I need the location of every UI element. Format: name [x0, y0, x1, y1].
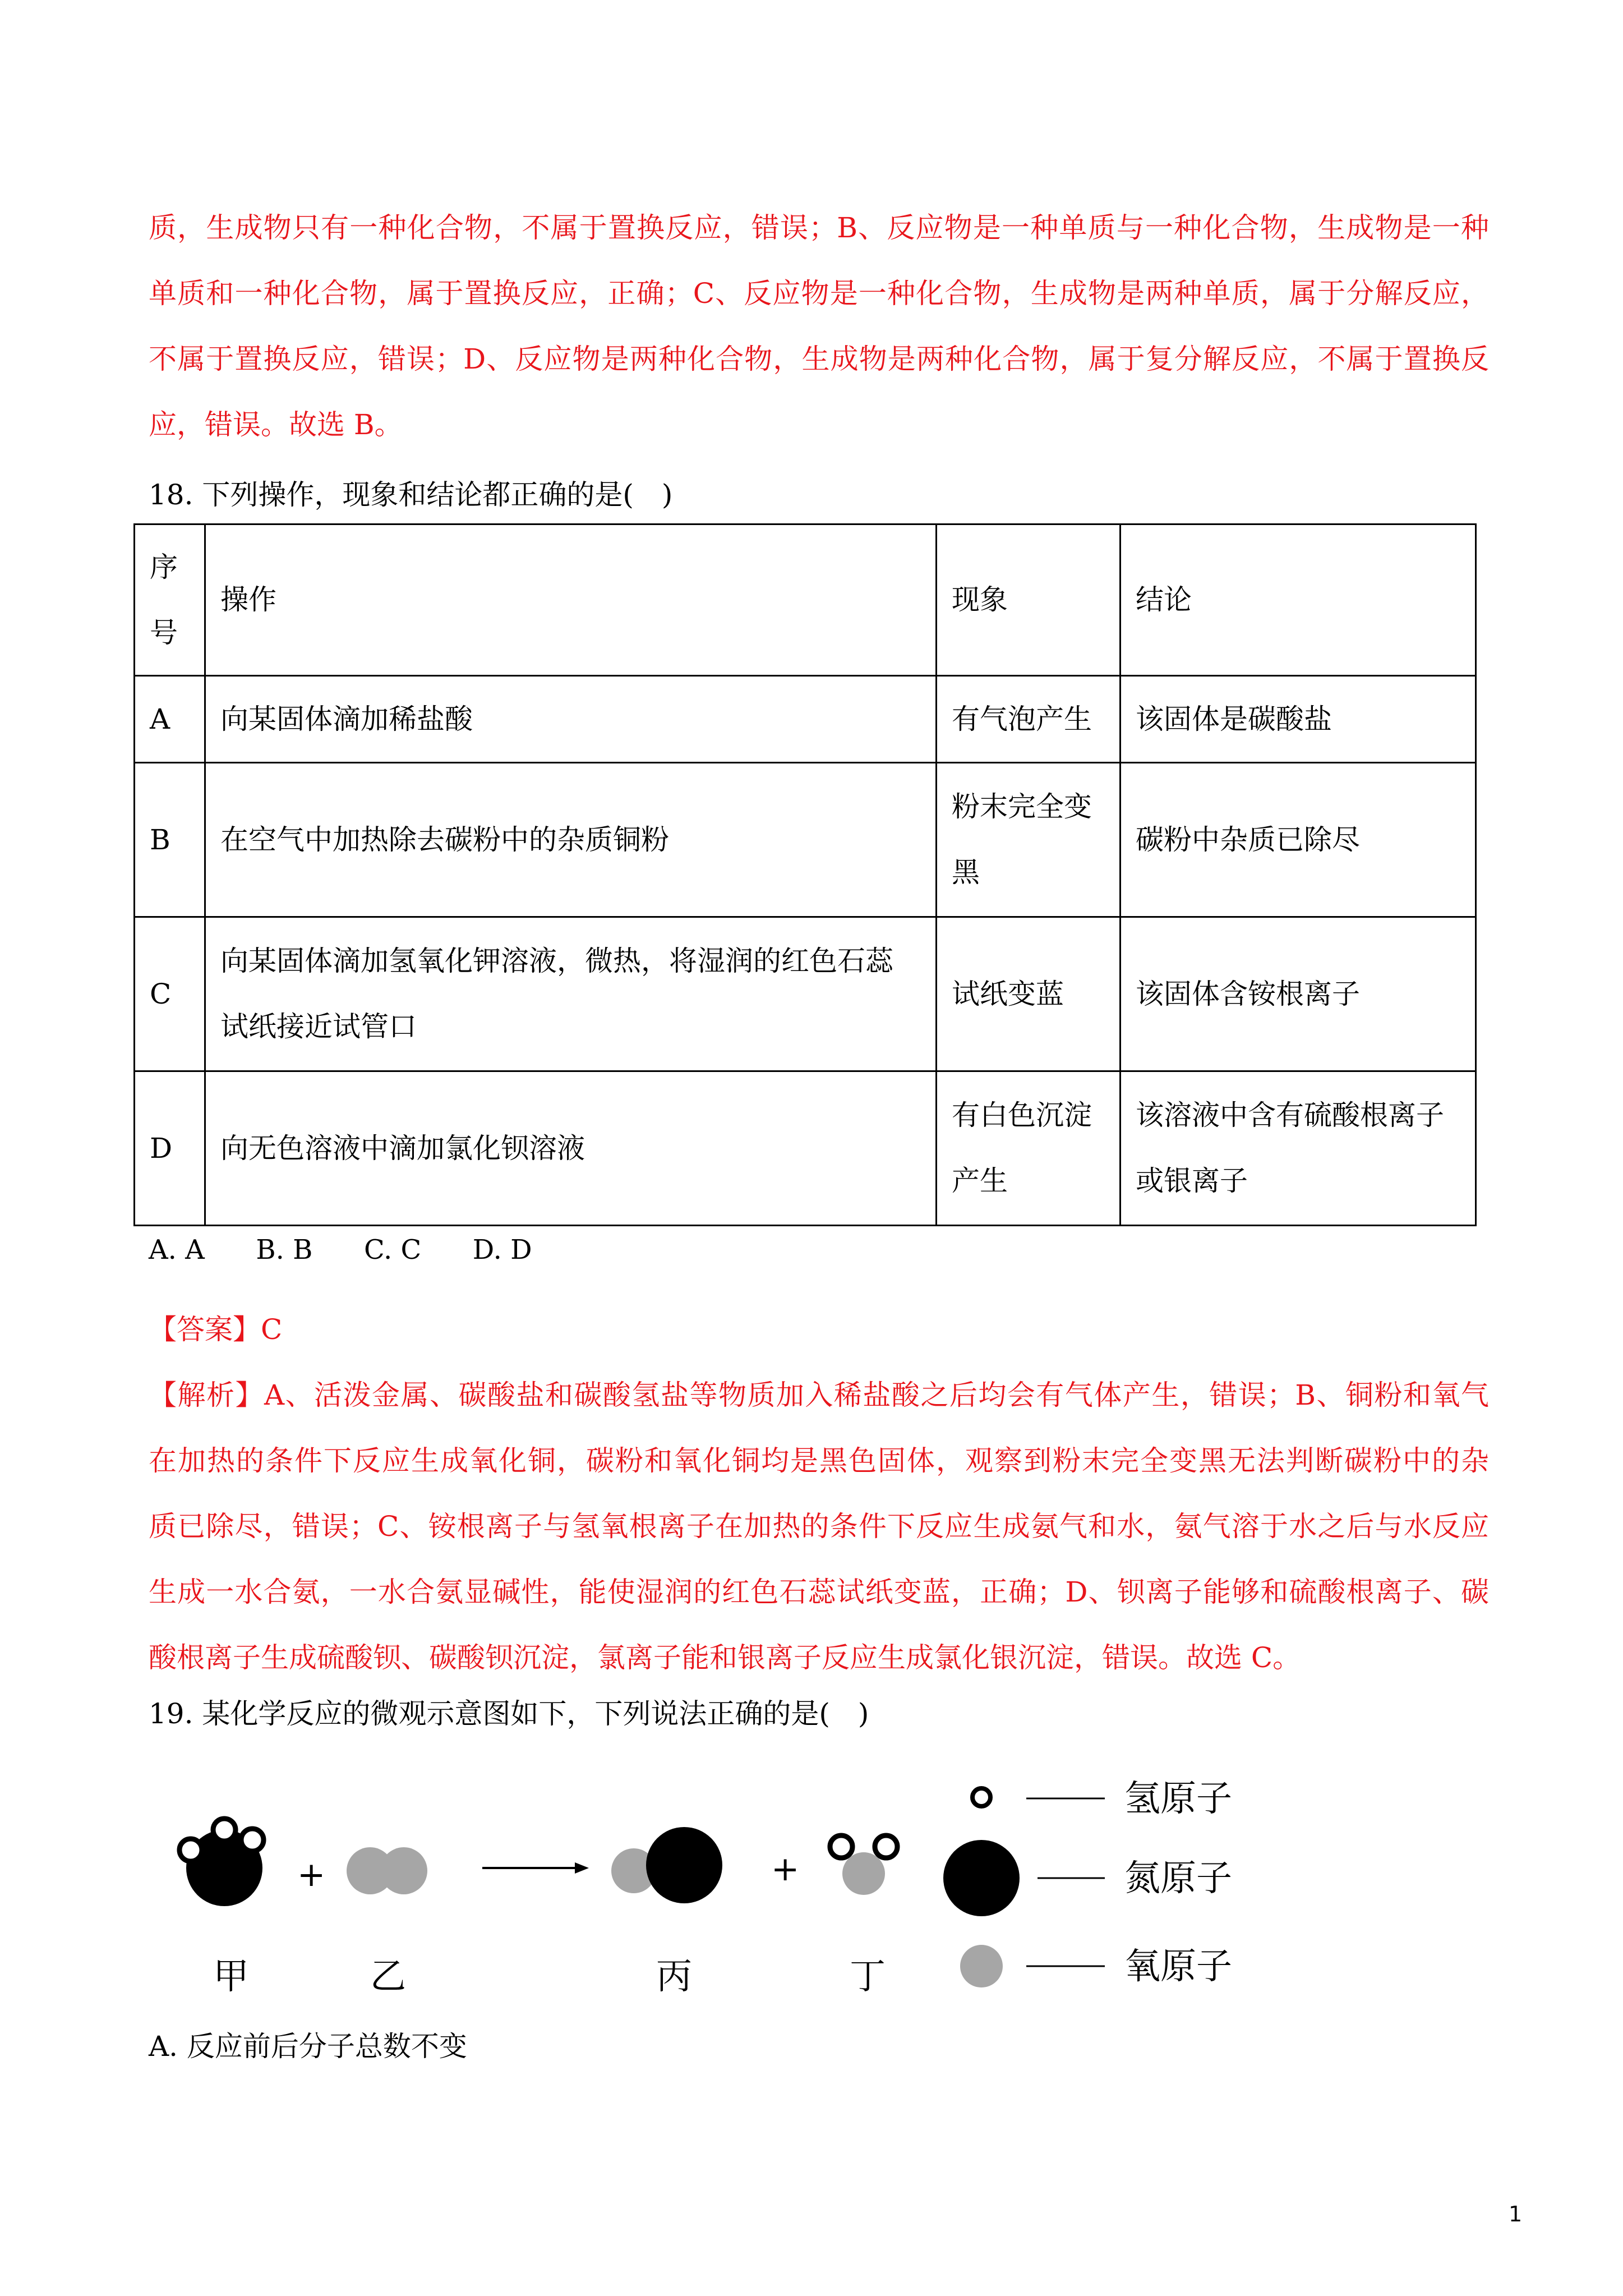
- table-cell: 有气泡产生: [937, 676, 1121, 763]
- table-cell: 向某固体滴加稀盐酸: [205, 676, 937, 763]
- table-row: [135, 763, 1476, 917]
- table-row: [135, 676, 1476, 763]
- analysis-continuation: [149, 195, 1489, 458]
- legend-label: 氮原子: [1124, 1858, 1232, 1899]
- legend-label: 氧原子: [1124, 1946, 1232, 1987]
- analysis-line: 质已除尽，错误；C、铵根离子与氢氧根离子在加热的条件下反应生成氨气和水，氨气溶于水之后与水反应: [149, 1510, 1489, 1543]
- table-cell: 向某固体滴加氢氧化钾溶液，微热，将湿润的红色石蕊 试纸接近试管口: [205, 917, 937, 1071]
- table-cell: A: [135, 676, 205, 763]
- reaction-diagram: [163, 1756, 1284, 2014]
- analysis-line: 单质和一种化合物，属于置换反应，正确；C、反应物是一种化合物，生成物是两种单质，属于分解反应，: [149, 277, 1489, 310]
- legend-label: 氢原子: [1124, 1778, 1232, 1820]
- legend-nitrogen: [943, 1840, 1232, 1916]
- plus-sign: +: [297, 1855, 326, 1894]
- molecule-jia: [179, 1819, 264, 1906]
- analysis-line: 不属于置换反应，错误；D、反应物是两种化合物，生成物是两种化合物，属于复分解反应，不属于置换反: [149, 343, 1489, 375]
- answer-label: 【答案】: [149, 1313, 261, 1346]
- legend-oxygen: [960, 1945, 1232, 1987]
- plus-sign: +: [771, 1849, 800, 1889]
- table-cell: 有白色沉淀 产生: [937, 1071, 1121, 1226]
- table-cell: 试纸变蓝: [937, 917, 1121, 1071]
- question-18-options: A. A B. B C. C D. D: [149, 1234, 532, 1266]
- legend-hydrogen: [972, 1778, 1232, 1820]
- molecule-yi: [347, 1847, 427, 1894]
- table-header-cell: 操作: [205, 524, 937, 676]
- table-cell: 碳粉中杂质已除尽: [1121, 763, 1476, 917]
- question-19-title: 19. 某化学反应的微观示意图如下，下列说法正确的是( ): [149, 1697, 869, 1730]
- table-header-cell: 序 号: [135, 524, 205, 676]
- molecule-ding: [830, 1835, 897, 1895]
- question-19-option-a: A. 反应前后分子总数不变: [149, 2030, 467, 2063]
- question-18-table: [133, 523, 1477, 1226]
- molecule-label: 丙: [656, 1956, 692, 1998]
- table-cell: 向无色溶液中滴加氯化钡溶液: [205, 1071, 937, 1226]
- table-header-row: [135, 524, 1476, 676]
- table-header-cell: 结论: [1121, 524, 1476, 676]
- analysis-line: 质，生成物只有一种化合物，不属于置换反应，错误；B、反应物是一种单质与一种化合物，生成物是一种: [149, 211, 1489, 244]
- table-cell: B: [135, 763, 205, 917]
- table-cell: 粉末完全变 黑: [937, 763, 1121, 917]
- table-header-cell: 现象: [937, 524, 1121, 676]
- molecule-bing: [611, 1827, 722, 1903]
- analysis-line: 应，错误。故选 B。: [149, 408, 403, 441]
- answer-value: C: [261, 1313, 283, 1346]
- analysis-line: 在加热的条件下反应生成氧化铜，碳粉和氧化铜均是黑色固体，观察到粉末完全变黑无法判断碳粉中的杂: [149, 1444, 1489, 1477]
- question-18-answer: [149, 1297, 1489, 1363]
- molecule-label: 丁: [850, 1956, 886, 1998]
- analysis-line: 酸根离子生成硫酸钡、碳酸钡沉淀，氯离子能和银离子反应生成氯化银沉淀，错误。故选 C。: [149, 1641, 1301, 1674]
- table-cell: 该固体是碳酸盐: [1121, 676, 1476, 763]
- analysis-line: 生成一水合氨，一水合氨显碱性，能使湿润的红色石蕊试纸变蓝，正确；D、钡离子能够和硫酸根离子、碳: [149, 1576, 1489, 1608]
- question-18-title: 18. 下列操作，现象和结论都正确的是( ): [149, 478, 673, 511]
- reaction-arrow-icon: [482, 1862, 589, 1874]
- table-cell: 该固体含铵根离子: [1121, 917, 1476, 1071]
- question-18-analysis: [149, 1363, 1489, 1691]
- table-cell: 在空气中加热除去碳粉中的杂质铜粉: [205, 763, 937, 917]
- molecule-label: 甲: [213, 1956, 249, 1998]
- page-number: 1: [1509, 2202, 1523, 2226]
- table-row: [135, 917, 1476, 1071]
- molecule-label: 乙: [370, 1956, 406, 1998]
- table-cell: C: [135, 917, 205, 1071]
- analysis-line: A、活泼金属、碳酸盐和碳酸氢盐等物质加入稀盐酸之后均会有气体产生，错误；B、铜粉和氧气: [264, 1379, 1489, 1411]
- analysis-label: 【解析】: [149, 1379, 264, 1411]
- table-row: [135, 1071, 1476, 1226]
- table-cell: 该溶液中含有硫酸根离子 或银离子: [1121, 1071, 1476, 1226]
- table-cell: D: [135, 1071, 205, 1226]
